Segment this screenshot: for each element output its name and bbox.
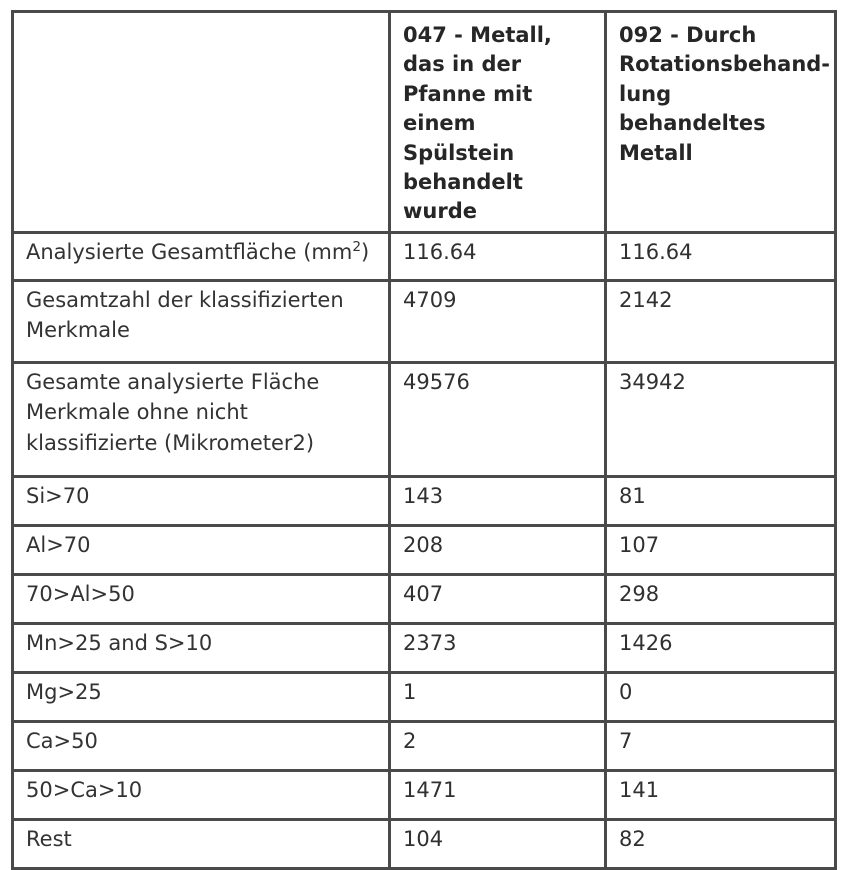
cell-value-047: 1 bbox=[390, 672, 606, 721]
cell-value-047: 4709 bbox=[390, 280, 606, 362]
cell-value-092: 298 bbox=[606, 574, 836, 623]
row-label-suffix: ) bbox=[361, 239, 370, 264]
cell-value-092: 81 bbox=[606, 476, 836, 525]
table-row bbox=[13, 574, 836, 623]
row-label-superscript: 2 bbox=[352, 238, 361, 255]
cell-value-092: 116.64 bbox=[606, 232, 836, 280]
row-label: 70>Al>50 bbox=[13, 574, 390, 623]
cell-value-092: 34942 bbox=[606, 362, 836, 476]
row-label-text: Analysierte Gesamtfläche (mm bbox=[26, 239, 353, 264]
header-row bbox=[13, 12, 836, 233]
cell-value-092: 1426 bbox=[606, 623, 836, 672]
table-row bbox=[13, 362, 836, 476]
cell-value-047: 2373 bbox=[390, 623, 606, 672]
cell-value-092: 141 bbox=[606, 770, 836, 819]
table-row bbox=[13, 232, 836, 280]
row-label: Si>70 bbox=[13, 476, 390, 525]
cell-value-092: 7 bbox=[606, 721, 836, 770]
row-label: Mn>25 and S>10 bbox=[13, 623, 390, 672]
table-row bbox=[13, 672, 836, 721]
row-label: Gesamtzahl der klassifizierten Merkmale bbox=[13, 280, 390, 362]
cell-value-047: 143 bbox=[390, 476, 606, 525]
row-label: 50>Ca>10 bbox=[13, 770, 390, 819]
cell-value-092: 2142 bbox=[606, 280, 836, 362]
data-table bbox=[11, 10, 837, 870]
row-label: Al>70 bbox=[13, 525, 390, 574]
table-row bbox=[13, 721, 836, 770]
cell-value-047: 116.64 bbox=[390, 232, 606, 280]
table-row bbox=[13, 525, 836, 574]
cell-value-047: 49576 bbox=[390, 362, 606, 476]
table-row bbox=[13, 280, 836, 362]
table-row bbox=[13, 623, 836, 672]
row-label bbox=[13, 232, 390, 280]
cell-value-092: 0 bbox=[606, 672, 836, 721]
table-row bbox=[13, 819, 836, 868]
row-label: Rest bbox=[13, 819, 390, 868]
cell-value-047: 208 bbox=[390, 525, 606, 574]
row-label: Gesamte analysierte Fläche Merkmale ohne nicht klassifizierte (Mikrometer2) bbox=[13, 362, 390, 476]
header-cell-empty bbox=[13, 12, 390, 233]
table-row bbox=[13, 770, 836, 819]
row-label: Mg>25 bbox=[13, 672, 390, 721]
header-cell-092: 092 - Durch Rotationsbehand-lung behandeltes Metall bbox=[606, 12, 836, 233]
table-row bbox=[13, 476, 836, 525]
cell-value-092: 82 bbox=[606, 819, 836, 868]
cell-value-047: 1471 bbox=[390, 770, 606, 819]
cell-value-047: 2 bbox=[390, 721, 606, 770]
cell-value-092: 107 bbox=[606, 525, 836, 574]
cell-value-047: 104 bbox=[390, 819, 606, 868]
row-label: Ca>50 bbox=[13, 721, 390, 770]
cell-value-047: 407 bbox=[390, 574, 606, 623]
header-cell-047: 047 - Metall, das in der Pfanne mit einem Spülstein behandelt wurde bbox=[390, 12, 606, 233]
